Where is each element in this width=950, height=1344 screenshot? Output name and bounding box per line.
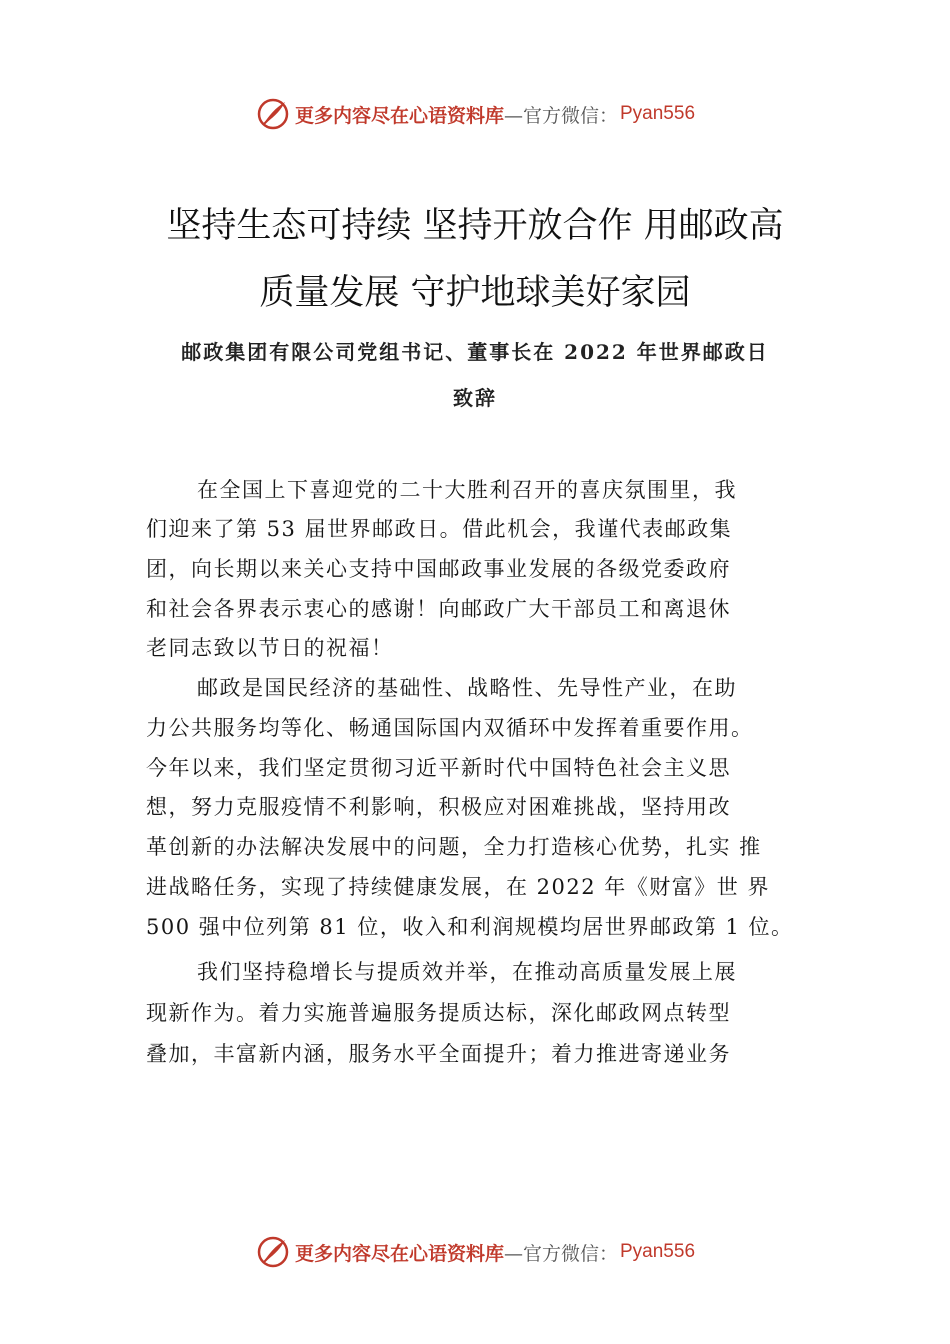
body-line: 今年以来，我们坚定贯彻习近平新时代中国特色社会主义思: [146, 756, 731, 780]
header-banner: [0, 94, 950, 134]
banner-wechat-id: Pyan556: [620, 1241, 696, 1262]
body-line: 进战略任务，实现了持续健康发展，在 2022 年《财富》世 界: [146, 875, 770, 899]
body-line: 500 强中位列第 81 位，收入和利润规模均居世界邮政第 1 位。: [146, 915, 794, 939]
quill-logo-icon: [255, 1234, 291, 1270]
banner-separator-text: —官方微信：: [503, 1242, 618, 1265]
quill-logo-icon: [255, 96, 291, 132]
banner-separator-text: —官方微信：: [503, 104, 618, 127]
body-line: 邮政是国民经济的基础性、战略性、先导性产业，在助: [197, 676, 737, 700]
body-line: 老同志致以节日的祝福！: [146, 636, 394, 660]
banner-wechat-id: Pyan556: [620, 103, 696, 124]
body-line: 力公共服务均等化、畅通国际国内双循环中发挥着重要作用。: [146, 716, 754, 740]
body-line: 们迎来了第 53 届世界邮政日。借此机会，我谨代表邮政集: [146, 517, 733, 541]
body-line: 和社会各界表示衷心的感谢！向邮政广大干部员工和离退休: [146, 597, 731, 621]
body-line: 我们坚持稳增长与提质效并举，在推动高质量发展上展: [197, 960, 737, 984]
banner-main-text: 更多内容尽在心语资料库: [294, 1242, 504, 1265]
banner-main-text: 更多内容尽在心语资料库: [294, 104, 504, 127]
body-line: 团，向长期以来关心支持中国邮政事业发展的各级党委政府: [146, 557, 731, 581]
document-title-line-1: 坚持生态可持续 坚持开放合作 用邮政高: [166, 206, 784, 246]
document-title-line-2: 质量发展 守护地球美好家园: [259, 273, 691, 313]
body-line: 革创新的办法解决发展中的问题，全力打造核心优势，扎实 推: [146, 835, 762, 859]
body-line: 想，努力克服疫情不利影响，积极应对困难挑战，坚持用改: [146, 795, 731, 819]
body-line: 叠加，丰富新内涵，服务水平全面提升；着力推进寄递业务: [146, 1042, 731, 1066]
document-subtitle-line-1: 邮政集团有限公司党组书记、董事长在 2022 年世界邮政日: [181, 340, 769, 364]
document-subtitle-line-2: 致辞: [453, 386, 497, 410]
footer-banner: [0, 1232, 950, 1272]
body-line: 现新作为。着力实施普遍服务提质达标，深化邮政网点转型: [146, 1001, 731, 1025]
body-line: 在全国上下喜迎党的二十大胜利召开的喜庆氛围里，我: [197, 478, 737, 502]
